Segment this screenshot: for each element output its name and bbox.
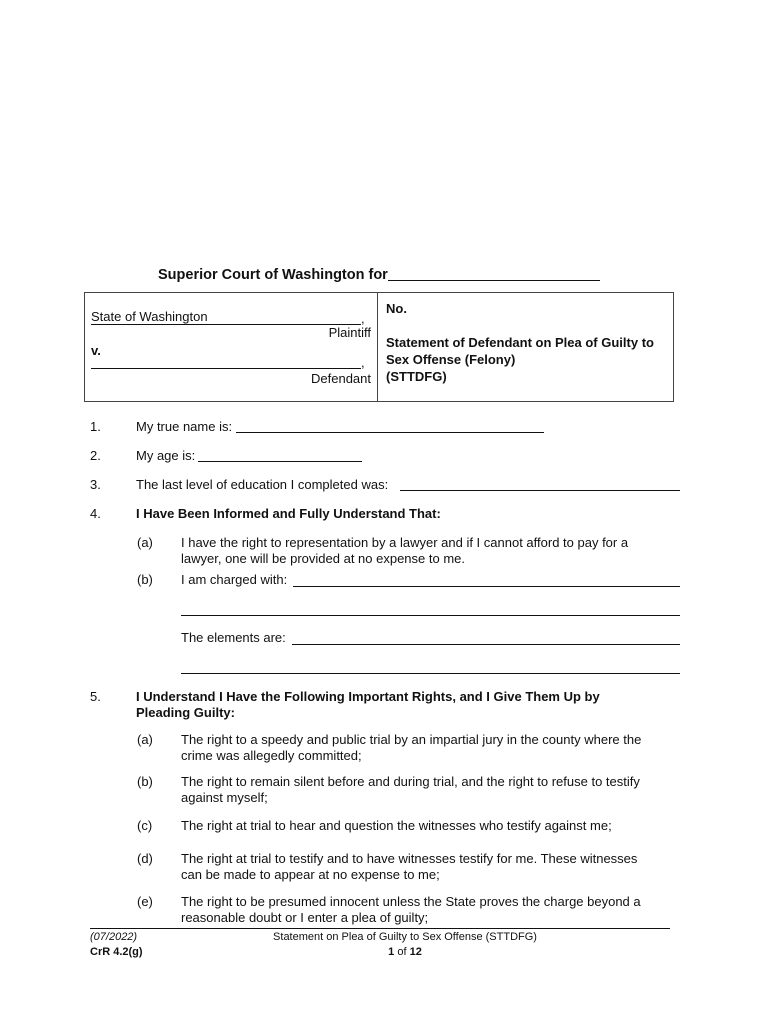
item-2-number: 2. [90,448,101,463]
footer-date-code: (07/2022) [90,931,138,943]
item-4-number: 4. [90,506,101,521]
versus-label: v. [91,343,101,358]
right-text: The right to a speedy and public trial by an impartial jury in the county where the crime was allegedly committed; [181,732,642,763]
document-title: Statement of Defendant on Plea of Guilty to Sex Offense (Felony) (STTDFG) [386,335,654,384]
footer-title: Statement on Plea of Guilty to Sex Offense (STTDFG) [273,931,537,943]
right-text: The right to remain silent before and during trial, and the right to refuse to testify against myself; [181,774,640,805]
education-field[interactable] [400,490,680,491]
footer-divider [90,928,670,929]
item-5-number: 5. [90,689,101,704]
right-text: The right at trial to testify and to have witnesses testify for me. These witnesses can be made to appear at no expense to me; [181,851,638,882]
charged-with-field[interactable] [293,586,680,587]
item-3-number: 3. [90,477,101,492]
plaintiff-name: State of Washington [91,309,208,324]
case-number-label: No. [386,301,407,316]
case-caption-box: State of Washington , Plaintiff v. , Defendant No. Statement of Defendant on Plea of Guilty to Sex Offense (Felony) (STTDFG) [84,292,674,402]
right-label: (d) [137,851,153,866]
right-text: The right to be presumed innocent unless the State proves the charge beyond a reasonable doubt or I enter a plea of guilty; [181,894,641,925]
footer-rule: CrR 4.2(g) [90,946,143,958]
elements-field-2[interactable] [181,673,680,674]
item-4b-label: (b) [137,572,153,587]
right-label: (b) [137,774,153,789]
age-field[interactable] [198,461,362,462]
item-4a-label: (a) [137,535,153,550]
right-label: (c) [137,818,153,833]
defendant-line[interactable] [91,368,361,369]
plaintiff-label: Plaintiff [328,325,371,340]
page-indicator: 1 of 12 [388,946,422,958]
plaintiff-line[interactable] [91,324,361,325]
defendant-label: Defendant [311,371,371,386]
caption-divider [377,293,378,401]
item-1-number: 1. [90,419,101,434]
item-4-heading: I Have Been Informed and Fully Understand That: [136,506,441,521]
age-label: My age is: [136,448,196,463]
true-name-label: My true name is: [136,419,233,434]
right-label: (a) [137,732,153,747]
elements-label: The elements are: [181,630,286,645]
elements-field[interactable] [292,644,680,645]
court-title: Superior Court of Washington for [158,266,600,283]
charged-with-field-2[interactable] [181,615,680,616]
education-label: The last level of education I completed was: [136,477,389,492]
right-label: (e) [137,894,153,909]
item-4a-text: I have the right to representation by a lawyer and if I cannot afford to pay for a lawyer, one will be provided at no expense to me. [181,535,629,566]
county-blank[interactable] [388,266,600,281]
charged-with-label: I am charged with: [181,572,288,587]
item-5-heading: I Understand I Have the Following Important Rights, and I Give Them Up by Pleading Guilty: [136,689,600,720]
right-text: The right at trial to hear and question the witnesses who testify against me; [181,818,612,833]
true-name-field[interactable] [236,432,544,433]
